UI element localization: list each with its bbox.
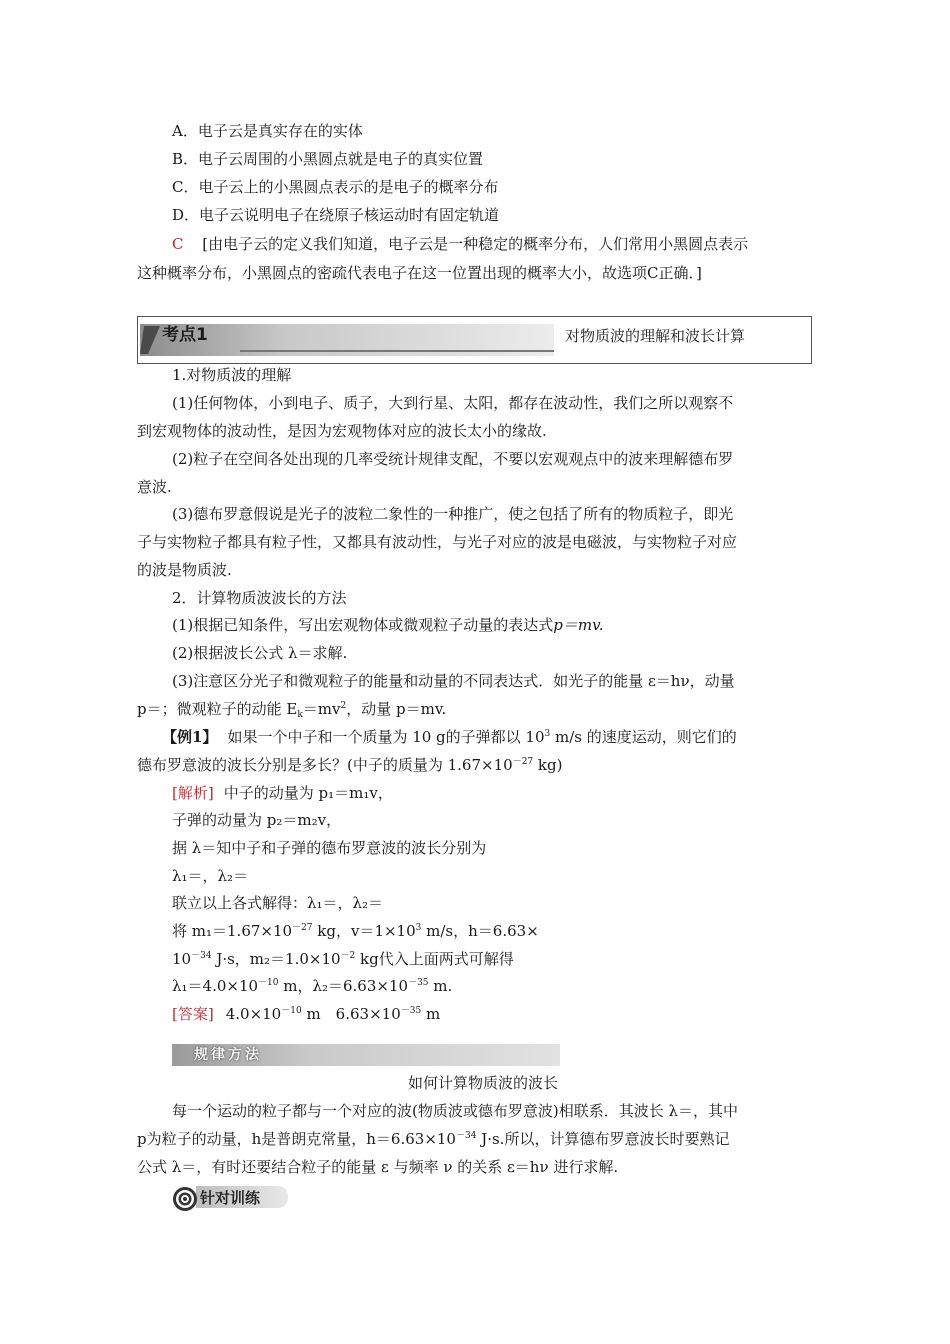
example-line-2 (137, 755, 562, 775)
s3-l2c: ，动量 p＝mv. (346, 700, 447, 718)
option-b: B．电子云周围的小黑圆点就是电子的真实位置 (172, 150, 484, 168)
analysis-line-5: 联立以上各式解得：λ₁＝，λ₂＝ (172, 894, 384, 912)
analysis-l6a: 将 m₁＝1.67×10 (172, 922, 293, 940)
option-c: C．电子云上的小黑圆点表示的是电子的概率分布 (172, 178, 499, 196)
analysis-line-7 (172, 949, 514, 969)
s3-l2-sub: k (297, 710, 303, 720)
section1-p1-line2: 到宏观物体的波动性，是因为宏观物体对应的波长太小的缘故. (137, 422, 547, 440)
analysis-l8c: m. (428, 977, 453, 995)
method-l2a: p为粒子的动量，h是普朗克常量，h＝6.63×10 (137, 1130, 456, 1148)
example-l1a: 如果一个中子和一个质量为 10 g的子弹都以 10 (227, 728, 545, 746)
section1-p1-line1: (1)任何物体，小到电子、质子，大到行星、太阳，都存在波动性，我们之所以观察不 (172, 394, 734, 412)
section2-step1-formula: p＝mv. (553, 616, 604, 634)
final-a1-sup: －10 (281, 1006, 302, 1016)
final-a1c: m (421, 1005, 441, 1023)
analysis-l7c: kg代入上面两式可解得 (355, 950, 514, 968)
section1-p2-line1: (2)粒子在空间各处出现的几率受统计规律支配，不要以宏观观点中的波来理解德布罗 (172, 450, 734, 468)
kaodian-title: 对物质波的理解和波长计算 (565, 327, 746, 345)
section1-p3-line2: 子与实物粒子都具有粒子性，又都具有波动性，与光子对应的波是电磁波，与实物粒子对应 (137, 533, 738, 551)
kaodian-badge-label: 考点1 (162, 325, 208, 345)
method-line-2 (137, 1129, 729, 1149)
analysis-l6c: m/s，h＝6.63× (421, 922, 539, 940)
answer-text-1: [由电子云的定义我们知道，电子云是一种稳定的概率分布，人们常用小黑圆点表示 (202, 235, 749, 253)
example-l2-sup: －27 (512, 757, 534, 767)
section2-step3-line2 (137, 699, 446, 719)
example-l1b: m/s 的速度运动，则它们的 (550, 728, 737, 746)
section2-step1-text: (1)根据已知条件，写出宏观物体或微观粒子动量的表达式 (172, 616, 554, 634)
section2-heading: 2．计算物质波波长的方法 (172, 589, 347, 607)
analysis-l7-sup: －34 (191, 951, 212, 961)
target-icon (172, 1186, 198, 1212)
analysis-line-3: 据 λ＝知中子和子弹的德布罗意波的波长分别为 (172, 839, 487, 857)
example-line-1 (162, 727, 737, 747)
method-line-3: 公式 λ＝，有时还要结合粒子的能量 ε 与频率 ν 的关系 ε＝hν 进行求解. (137, 1158, 619, 1176)
answer-line-2: 这种概率分布，小黑圆点的密疏代表电子在这一位置出现的概率大小，故选项C正确．] (137, 264, 702, 282)
final-a1-sup2: －35 (400, 1006, 422, 1016)
final-answer-line (172, 1004, 440, 1024)
option-a: A．电子云是真实存在的实体 (172, 122, 363, 140)
analysis-l7a: 10 (172, 950, 192, 968)
answer-line-1 (172, 234, 748, 254)
analysis-l6b: kg，v＝1×10 (312, 922, 416, 940)
analysis-line-2: 子弹的动量为 p₂＝m₂v， (172, 811, 342, 829)
method-title: 如何计算物质波的波长 (408, 1074, 559, 1092)
answer-letter: C (172, 235, 184, 253)
option-d: D．电子云说明电子在绕原子核运动时有固定轨道 (172, 206, 500, 224)
example-label: 【例1】 (162, 728, 218, 746)
analysis-l6-sup2: 3 (415, 923, 422, 933)
method-l2b: J·s.所以，计算德布罗意波长时要熟记 (476, 1130, 730, 1148)
section2-step2: (2)根据波长公式 λ＝求解. (172, 644, 348, 662)
method-line-1: 每一个运动的粒子都与一个对应的波(物质波或德布罗意波)相联系．其波长 λ＝，其中 (172, 1102, 738, 1120)
analysis-l8b: m，λ₂＝6.63×10 (278, 977, 409, 995)
section1-p2-line2: 意波. (137, 478, 172, 496)
analysis-line-6 (172, 921, 539, 941)
s3-l2-sup: 2 (340, 701, 347, 711)
analysis-l6-sup: －27 (292, 923, 313, 933)
analysis-l1: 中子的动量为 p₁＝m₁v， (223, 784, 393, 802)
example-l2a: 德布罗意波的波长分别是多长？(中子的质量为 1.67×10 (137, 756, 513, 774)
analysis-l8a: λ₁＝4.0×10 (172, 977, 259, 995)
final-a1b: m 6.63×10 (301, 1005, 401, 1023)
analysis-l8-sup: －10 (258, 978, 279, 988)
training-badge-label: 针对训练 (200, 1189, 261, 1207)
section2-step3-line1: (3)注意区分光子和微观粒子的能量和动量的不同表达式．如光子的能量 ε＝hν，动量 (172, 672, 735, 690)
analysis-l7-sup2: －2 (340, 951, 356, 961)
section1-p3-line1: (3)德布罗意假说是光子的波粒二象性的一种推广，使之包括了所有的物质粒子，即光 (172, 505, 734, 523)
analysis-line-8 (172, 976, 452, 996)
example-l2b: kg) (533, 756, 563, 774)
final-answer-tag: [答案] (172, 1005, 214, 1023)
final-a1: 4.0×10 (225, 1005, 282, 1023)
method-badge-label: 规律方法 (194, 1047, 262, 1063)
method-l2-sup: －34 (455, 1131, 477, 1141)
section2-step1 (172, 615, 604, 635)
analysis-line-4: λ₁＝，λ₂＝ (172, 867, 249, 885)
analysis-l7b: J·s，m₂＝1.0×10 (211, 950, 341, 968)
s3-l2a: p＝；微观粒子的动能 E (137, 700, 298, 718)
section1-heading: 1.对物质波的理解 (172, 366, 292, 384)
analysis-l8-sup2: －35 (408, 978, 429, 988)
analysis-tag: [解析] (172, 784, 214, 802)
section1-p3-line3: 的波是物质波. (137, 561, 232, 579)
example-l1-sup: 3 (544, 729, 551, 739)
s3-l2b: ＝mv (302, 700, 341, 718)
analysis-line-1 (172, 783, 393, 803)
